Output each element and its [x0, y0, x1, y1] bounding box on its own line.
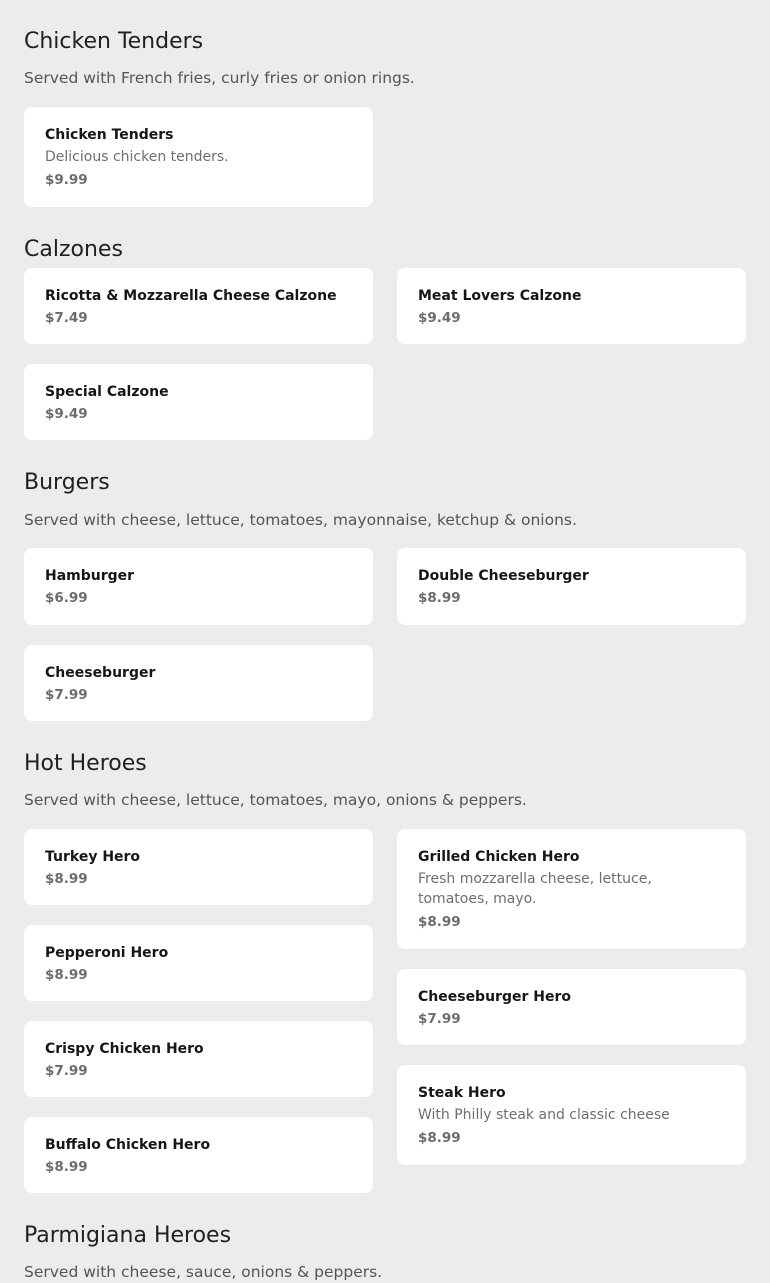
item-price: $7.99	[418, 1011, 461, 1027]
item-name: Double Cheeseburger	[418, 568, 589, 584]
item-price: $9.49	[45, 406, 88, 422]
item-name: Hamburger	[45, 568, 135, 584]
item-description: Delicious chicken tenders.	[45, 149, 229, 165]
section-title-chicken-tenders: Chicken Tenders	[24, 29, 204, 54]
item-name: Steak Hero	[418, 1085, 506, 1101]
section-title-calzones: Calzones	[24, 237, 123, 262]
section-description-burgers: Served with cheese, lettuce, tomatoes, mayonnaise, ketchup & onions.	[24, 511, 577, 529]
item-name: Pepperoni Hero	[45, 945, 169, 961]
item-description: With Philly steak and classic cheese	[418, 1107, 670, 1123]
menu-item-card[interactable]	[24, 1117, 373, 1193]
item-price: $9.49	[418, 310, 461, 326]
item-name: Chicken Tenders	[45, 127, 174, 143]
item-name: Special Calzone	[45, 384, 169, 400]
item-price: $8.99	[418, 590, 461, 606]
item-price: $7.49	[45, 310, 88, 326]
section-title-hot-heroes: Hot Heroes	[24, 751, 147, 776]
item-name: Cheeseburger	[45, 665, 156, 681]
item-price: $8.99	[418, 1130, 461, 1146]
item-name: Turkey Hero	[45, 849, 141, 865]
item-description: Fresh mozzarella cheese, lettuce, tomatoes, mayo.	[418, 871, 652, 907]
item-price: $8.99	[45, 1159, 88, 1175]
item-price: $7.99	[45, 1063, 88, 1079]
menu-item-card[interactable]	[397, 548, 746, 625]
menu-item-card[interactable]	[397, 829, 746, 949]
section-description-parmigiana-heroes: Served with cheese, sauce, onions & peppers.	[24, 1263, 383, 1281]
item-price: $8.99	[45, 871, 88, 887]
menu-item-card[interactable]	[397, 969, 746, 1045]
section-description-hot-heroes: Served with cheese, lettuce, tomatoes, mayo, onions & peppers.	[24, 791, 527, 809]
menu-item-card[interactable]	[24, 829, 373, 905]
item-name: Crispy Chicken Hero	[45, 1041, 204, 1057]
item-name: Grilled Chicken Hero	[418, 849, 580, 865]
section-title-burgers: Burgers	[24, 470, 110, 495]
item-name: Buffalo Chicken Hero	[45, 1137, 211, 1153]
menu-item-card[interactable]	[24, 107, 373, 207]
section-description-chicken-tenders: Served with French fries, curly fries or onion rings.	[24, 69, 415, 87]
item-price: $9.99	[45, 172, 88, 188]
menu-item-card[interactable]	[24, 1021, 373, 1097]
item-price: $6.99	[45, 590, 88, 606]
menu-item-card[interactable]	[24, 925, 373, 1001]
item-price: $7.99	[45, 687, 88, 703]
section-title-parmigiana-heroes: Parmigiana Heroes	[24, 1223, 232, 1248]
menu-item-card[interactable]	[24, 548, 373, 625]
item-price: $8.99	[418, 914, 461, 930]
menu-item-card[interactable]	[397, 1065, 746, 1165]
menu-item-card[interactable]	[24, 645, 373, 721]
item-price: $8.99	[45, 967, 88, 983]
item-name: Ricotta & Mozzarella Cheese Calzone	[45, 288, 337, 304]
item-name: Meat Lovers Calzone	[418, 288, 582, 304]
menu-item-card[interactable]	[24, 364, 373, 440]
menu-item-card[interactable]	[397, 268, 746, 344]
menu-item-card[interactable]	[24, 268, 373, 344]
item-name: Cheeseburger Hero	[418, 989, 571, 1005]
